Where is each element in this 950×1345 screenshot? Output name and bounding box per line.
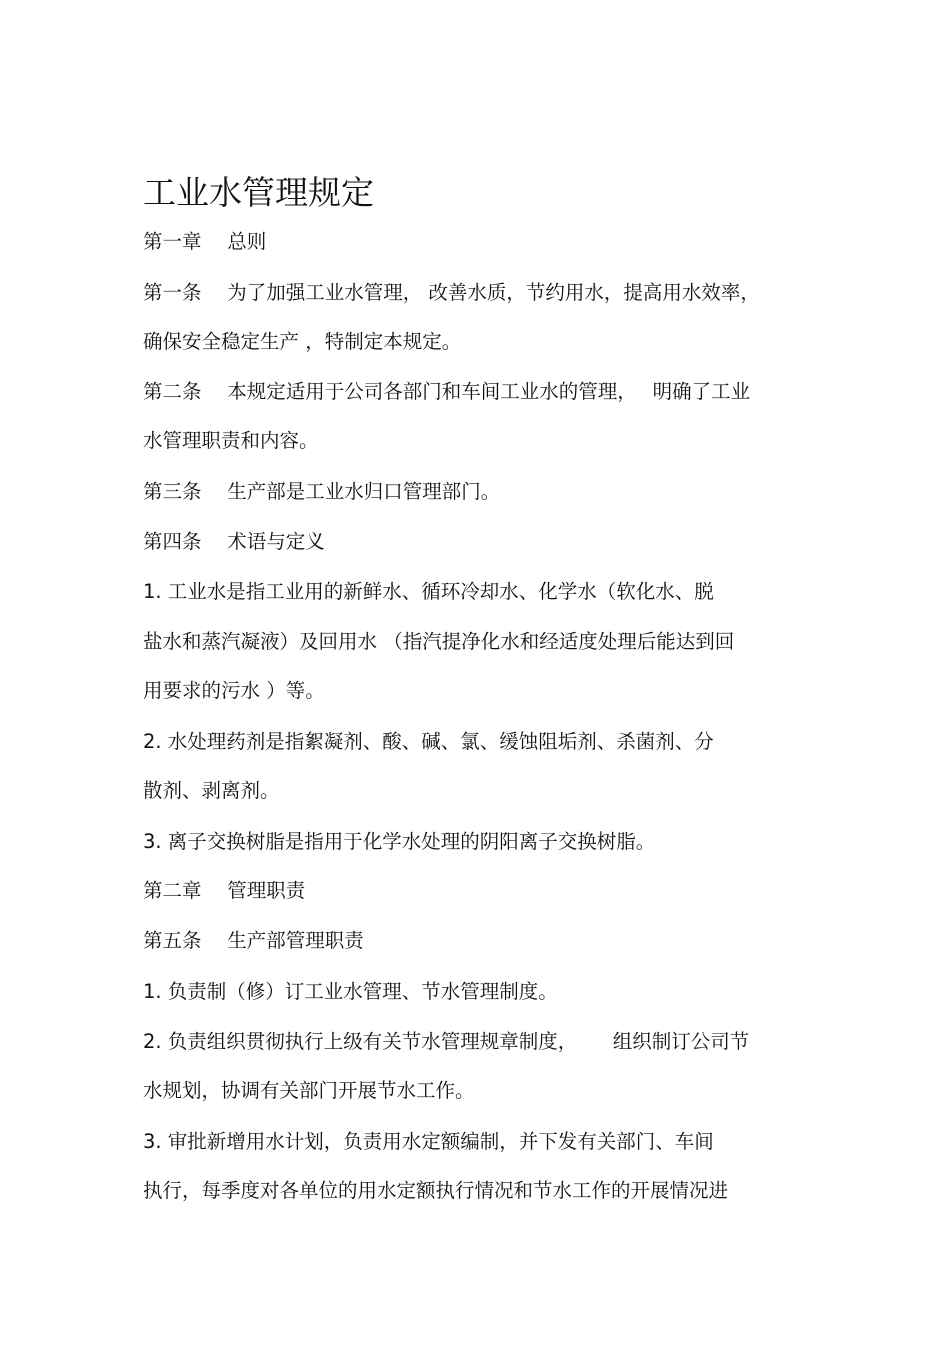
document-title: 工业水管理规定 [143,173,374,212]
duty-2-line-1: 2. 负责组织贯彻执行上级有关节水管理规章制度， 组织制订公司节 [143,1030,750,1053]
definition-2-line-2: 散剂、剥离剂。 [143,779,280,802]
definition-2-line-1: 2. 水处理药剂是指絮凝剂、酸、碱、氯、缓蚀阻垢剂、杀菌剂、分 [143,730,714,753]
article-3: 第三条 生产部是工业水归口管理部门。 [143,480,501,503]
article-1-line-1: 第一条 为了加强工业水管理， 改善水质，节约用水，提高用水效率， [143,281,760,304]
article-2-line-2: 水管理职责和内容。 [143,429,319,452]
duty-3-line-1: 3. 审批新增用水计划，负责用水定额编制，并下发有关部门、车间 [143,1130,714,1153]
duty-1: 1. 负责制（修）订工业水管理、节水管理制度。 [143,980,558,1003]
definition-3: 3. 离子交换树脂是指用于化学水处理的阴阳离子交换树脂。 [143,830,656,853]
chapter-2-heading: 第二章 管理职责 [143,879,306,902]
article-1-line-2: 确保安全稳定生产 ，特制定本规定。 [143,330,462,353]
duty-3-line-2: 执行，每季度对各单位的用水定额执行情况和节水工作的开展情况进 [143,1179,729,1202]
definition-1-line-2: 盐水和蒸汽凝液）及回用水 （指汽提净化水和经适度处理后能达到回 [143,630,735,653]
duty-2-line-2: 水规划，协调有关部门开展节水工作。 [143,1079,475,1102]
article-2-line-1: 第二条 本规定适用于公司各部门和车间工业水的管理， 明确了工业 [143,380,751,403]
definition-1-line-3: 用要求的污水 ）等。 [143,679,325,702]
chapter-1-heading: 第一章 总则 [143,230,267,253]
article-4-heading: 第四条 术语与定义 [143,530,325,553]
article-5-heading: 第五条 生产部管理职责 [143,929,364,952]
definition-1-line-1: 1. 工业水是指工业用的新鲜水、循环冷却水、化学水（软化水、脱 [143,580,714,603]
